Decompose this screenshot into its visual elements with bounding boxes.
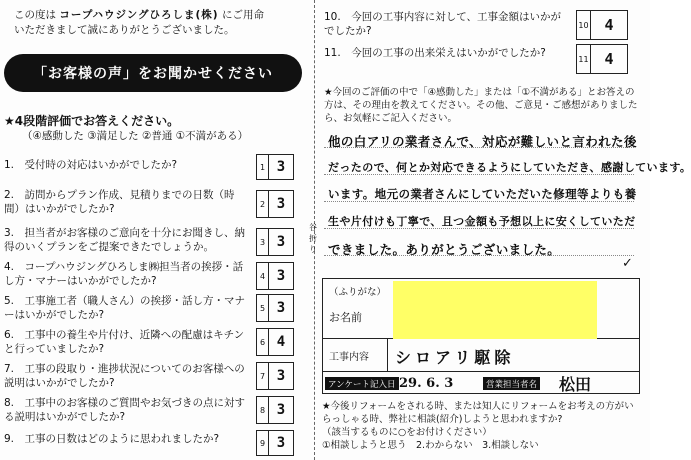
intro-suffix: にご用命	[221, 9, 264, 21]
answer-box[interactable]	[256, 228, 294, 256]
answer-box[interactable]	[256, 328, 294, 356]
cell-divider	[387, 339, 388, 372]
question-text: 3. 担当者がお客様のご意向を十分にお聞きし、納得のいくプランをご提案できたでしょうか。	[4, 227, 246, 253]
answer-number: 1	[257, 155, 269, 179]
answer-value: 3	[276, 368, 286, 384]
question-text: 7. 工事の段取り・進捗状況についてのお客様への説明はいかがでしたか?	[4, 363, 245, 389]
fold-label: 谷折り	[309, 223, 317, 254]
survey-row	[323, 372, 639, 395]
answer-value: 3	[276, 268, 286, 284]
answer-box-11[interactable]	[576, 44, 628, 74]
answer-number: 8	[257, 397, 269, 423]
question-text: 1. 受付時の対応はいかがでしたか?	[4, 159, 178, 171]
answer-number: 6	[257, 329, 269, 355]
question-6	[4, 326, 294, 360]
answer-value: 4	[276, 334, 286, 350]
answer-number: 7	[257, 363, 269, 389]
answer-box[interactable]	[256, 190, 294, 218]
survey-date-label: アンケート記入日	[325, 377, 399, 390]
question-1	[4, 154, 294, 180]
answer-number: 9	[257, 431, 269, 455]
question-4	[4, 258, 294, 292]
survey-date-value[interactable]: 29. 6. 3	[399, 376, 454, 391]
customer-voice-banner	[4, 54, 302, 92]
name-row	[323, 279, 639, 339]
company-name: コープハウジングひろしま(株)	[59, 9, 219, 21]
question-text: 5. 工事施工者（職人さん）の挨拶・話し方・マナーはいかがでしたか?	[4, 295, 246, 321]
handwritten-line: 生や片付けも丁寧で、且つ金額も予想以上に安くしていただ	[328, 215, 636, 228]
staff-label: 営業担当者名	[483, 377, 540, 390]
question-5	[4, 292, 294, 324]
question-9	[4, 428, 294, 458]
staff-name[interactable]: 松田	[559, 375, 592, 394]
answer-number: 11	[577, 45, 591, 73]
question-text: 4. コープハウジングひろしま㈱担当者の挨拶・話し方・マナーはいかがでしたか?	[4, 261, 244, 287]
work-label: 工事内容	[329, 352, 369, 363]
name-label: お名前	[329, 311, 362, 324]
comment-area[interactable]	[324, 124, 691, 274]
question-10-text: 10. 今回の工事内容に対して、工事金額はいかがでしたか?	[324, 11, 561, 37]
question-text: 8. 工事中のお客様のご質問やお気づきの点に対する説明はいかがでしたか?	[4, 397, 246, 423]
answer-value: 4	[604, 16, 614, 34]
answer-number: 2	[257, 191, 269, 217]
answer-box[interactable]	[256, 154, 294, 180]
answer-value: 3	[276, 402, 286, 418]
answer-box-10[interactable]	[576, 10, 628, 40]
referral-sub: （該当するものに○をお付けください）	[322, 427, 492, 438]
question-2	[4, 186, 294, 222]
answer-number: 10	[577, 11, 591, 39]
question-8	[4, 394, 294, 428]
intro-prefix: この度は	[14, 9, 56, 21]
customer-info-form	[322, 278, 640, 394]
banner-title: 「お客様の声」をお聞かせください	[33, 66, 273, 82]
answer-box[interactable]	[256, 396, 294, 424]
handwritten-line: できました。ありがとうございました。	[328, 242, 561, 257]
question-text: 2. 訪問からプラン作成、見積りまでの日数（時間）はいかがでしたか?	[4, 189, 235, 215]
question-text: 6. 工事中の養生や片付け、近隣への配慮はキチンと行っていましたか?	[4, 329, 245, 355]
answer-box[interactable]	[256, 430, 294, 456]
answer-value: 3	[276, 435, 286, 451]
question-11-text: 11. 今回の工事の出来栄えはいかがでしたか?	[324, 47, 546, 59]
rating-title: ★4段階評価でお答えください。	[4, 114, 180, 128]
answer-value: 3	[276, 196, 286, 212]
answer-number: 5	[257, 295, 269, 321]
handwritten-line: います。地元の業者さんにしていただいた修理等よりも養	[328, 187, 637, 201]
intro-line2: いただきまして誠にありがとうございました。	[14, 24, 235, 36]
referral-question	[322, 400, 642, 452]
name-redaction	[393, 281, 597, 339]
question-text: 9. 工事の日数はどのように思われましたか?	[4, 433, 220, 445]
furigana-label: （ふりがな）	[329, 287, 387, 298]
answer-number: 3	[257, 229, 269, 255]
comment-instructions: ★今回のご評価の中で「④感動した」または「①不満がある」とお答えの方は、その理由を教えてください。その他、ご意見・ご感想がありましたら、お気軽にご記入ください。	[324, 87, 638, 124]
answer-value: 3	[276, 159, 286, 175]
check-mark: ✓	[622, 256, 633, 271]
referral-options[interactable]: ①相談しようと思う 2.わからない 3.相談しない	[322, 440, 539, 451]
question-7	[4, 360, 294, 394]
answer-value: 4	[604, 50, 614, 68]
answer-box[interactable]	[256, 362, 294, 390]
answer-box[interactable]	[256, 262, 294, 290]
answer-number: 4	[257, 263, 269, 289]
answer-value: 3	[276, 300, 286, 316]
handwritten-line: 他の白アリの業者さんで、対応が難しいと言われた後	[328, 134, 637, 149]
handwritten-line: だったので、何とか対応できるようにしていただき、感謝しています。	[328, 161, 691, 174]
work-value[interactable]: シロアリ駆除	[395, 348, 515, 367]
answer-box[interactable]	[256, 294, 294, 322]
rating-scale: （④感動した ③満足した ②普通 ①不満がある）	[22, 130, 249, 142]
question-3	[4, 224, 294, 258]
intro-text	[14, 8, 304, 38]
answer-value: 3	[276, 234, 286, 250]
referral-text: ★今後リフォームをされる時、または知人にリフォームをお考えの方がいらっしゃる時、弊社に相談(紹介)しようと思われますか?	[322, 401, 634, 425]
